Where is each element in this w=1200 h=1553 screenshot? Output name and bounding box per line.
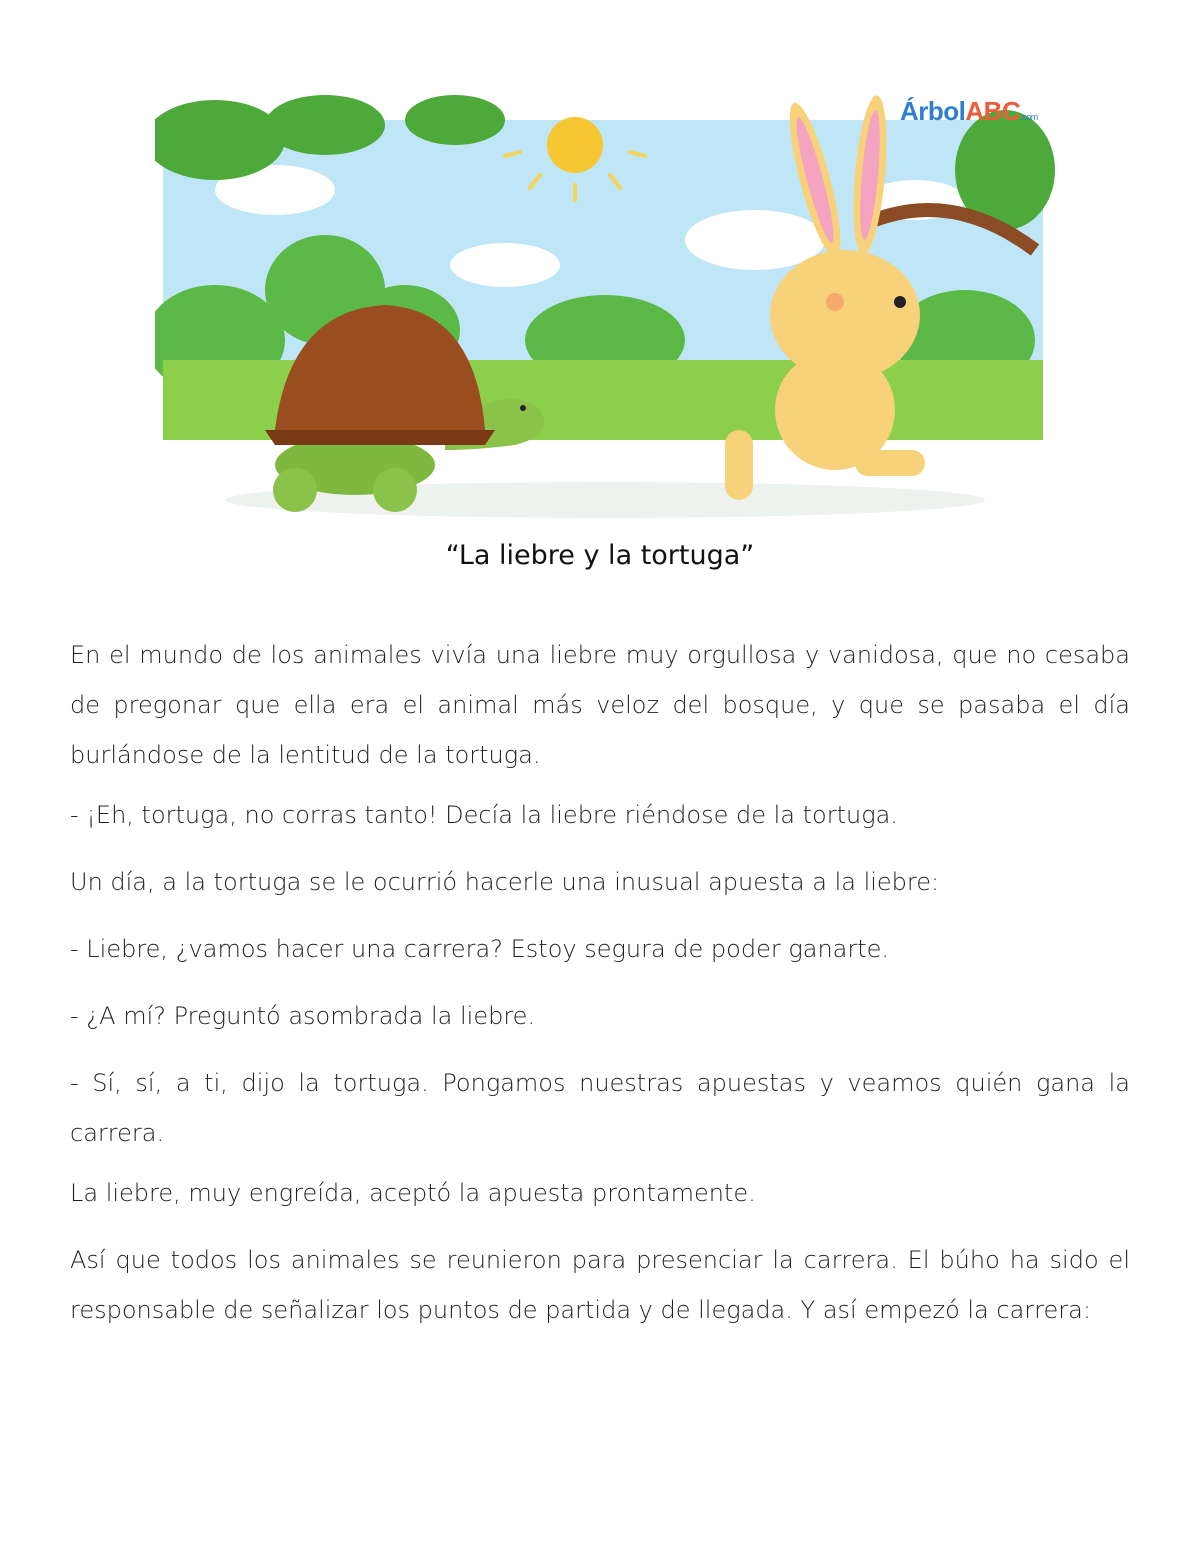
logo-text-domain: .com <box>1020 112 1038 122</box>
arbolabc-logo <box>900 96 1038 127</box>
paragraph: - Sí, sí, a ti, dijo la tortuga. Pongamos nuestras apuestas y veamos quién gana la carrera. <box>70 1069 1130 1147</box>
paragraph: - Liebre, ¿vamos hacer una carrera? Estoy segura de poder ganarte. <box>70 935 890 963</box>
logo-text-abc: ABC <box>965 96 1021 126</box>
hare-and-tortoise-illustration <box>155 80 1055 530</box>
paragraph: - ¡Eh, tortuga, no corras tanto! Decía la liebre riéndose de la tortuga. <box>70 801 898 829</box>
story-title: “La liebre y la tortuga” <box>445 540 755 571</box>
paragraph: La liebre, muy engreída, aceptó la apuesta prontamente. <box>70 1179 756 1207</box>
paragraph: En el mundo de los animales vivía una liebre muy orgullosa y vanidosa, que no cesaba de pregonar que ella era el animal más veloz del bosque, y que se pasaba el día burlándose de la lentitud de la tortuga. <box>70 641 1130 769</box>
paragraph: - ¿A mí? Preguntó asombrada la liebre. <box>70 1002 536 1030</box>
story-body <box>70 630 1130 1350</box>
logo-text-arbol: Árbol <box>900 96 966 126</box>
story-illustration <box>155 80 1055 530</box>
paragraph: Un día, a la tortuga se le ocurrió hacerle una inusual apuesta a la liebre: <box>70 868 940 896</box>
paragraph: Así que todos los animales se reunieron para presenciar la carrera. El búho ha sido el responsable de señalizar los puntos de partida y de llegada. Y así empezó la carrera: <box>70 1246 1130 1324</box>
